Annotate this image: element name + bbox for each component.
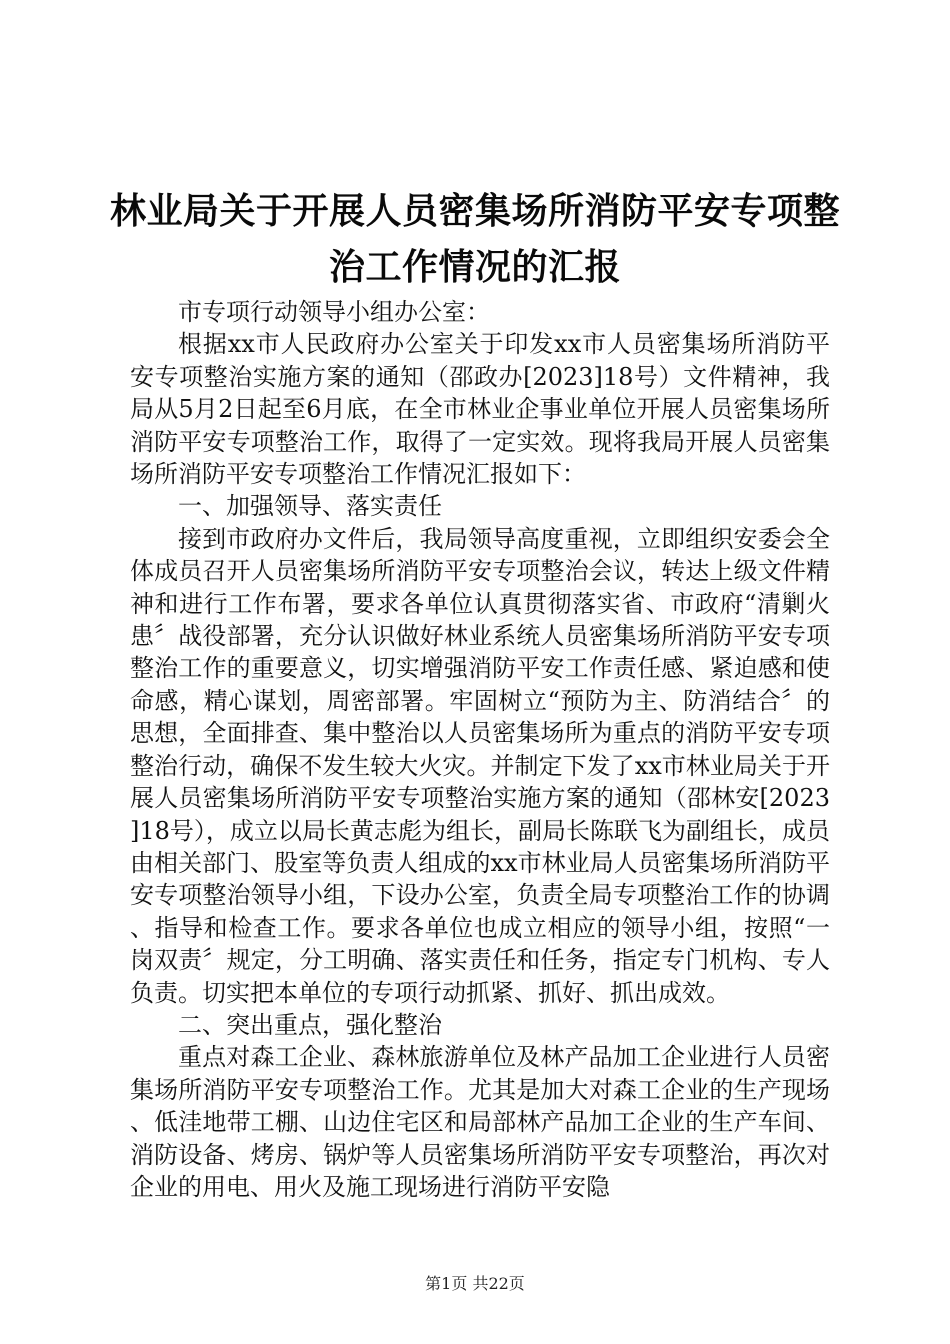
document-title-line-1: 林业局关于开展人员密集场所消防平安专项整 <box>110 191 841 232</box>
paragraph-intro: 根据xx市人民政府办公室关于印发xx市人员密集场所消防平安专项整治实施方案的通知（邵政办[2023]18号）文件精神，我局从5月2日起至6月底，在全市林业企事业单位开展人员密集场所消防平安专项整治工作，取得了一定实效。现将我局开展人员密集场所消防平安专项整治工作情况汇报如下： <box>130 330 830 489</box>
section-heading-1: 一、加强领导、落实责任 <box>178 492 442 521</box>
page-footer: 第1页 共22页 <box>425 1274 525 1293</box>
salutation: 市专项行动领导小组办公室： <box>178 298 490 326</box>
paragraph-section-1: 接到市政府办文件后，我局领导高度重视，立即组织安委会全体成员召开人员密集场所消防平安专项整治会议，转达上级文件精神和进行工作布署，要求各单位认真贯彻落实省、市政府“清剿火患〞战役部署，充分认识做好林业系统人员密集场所消防平安专项整治工作的重要意义，切实增强消防平安工作责任感、紧迫感和使命感，精心谋划，周密部署。牢固树立“预防为主、防消结合〞的思想，全面排查、集中整治以人员密集场所为重点的消防平安专项整治行动，确保不发生较大火灾。并制定下发了xx市林业局关于开展人员密集场所消防平安专项整治实施方案的通知（邵林安[2023]18号），成立以局长黄志彪为组长，副局长陈联飞为副组长，成员由相关部门、股室等负责人组成的xx市林业局人员密集场所消防平安专项整治领导小组，下设办公室，负责全局专项整治工作的协调、指导和检查工作。要求各单位也成立相应的领导小组，按照“一岗双责〞规定，分工明确、落实责任和任务，指定专门机构、专人负责。切实把本单位的专项行动抓紧、抓好、抓出成效。 <box>130 524 830 1007</box>
paragraph-section-2: 重点对森工企业、森林旅游单位及林产品加工企业进行人员密集场所消防平安专项整治工作。尤其是加大对森工企业的生产现场、低洼地带工棚、山边住宅区和局部林产品加工企业的生产车间、消防设备、烤房、锅炉等人员密集场所消防平安专项整治，再次对企业的用电、用火及施工现场进行消防平安隐 <box>130 1043 830 1201</box>
document-title-line-2: 治工作情况的汇报 <box>328 247 621 288</box>
section-heading-2: 二、突出重点，强化整治 <box>178 1010 442 1039</box>
document-body <box>130 296 830 1203</box>
